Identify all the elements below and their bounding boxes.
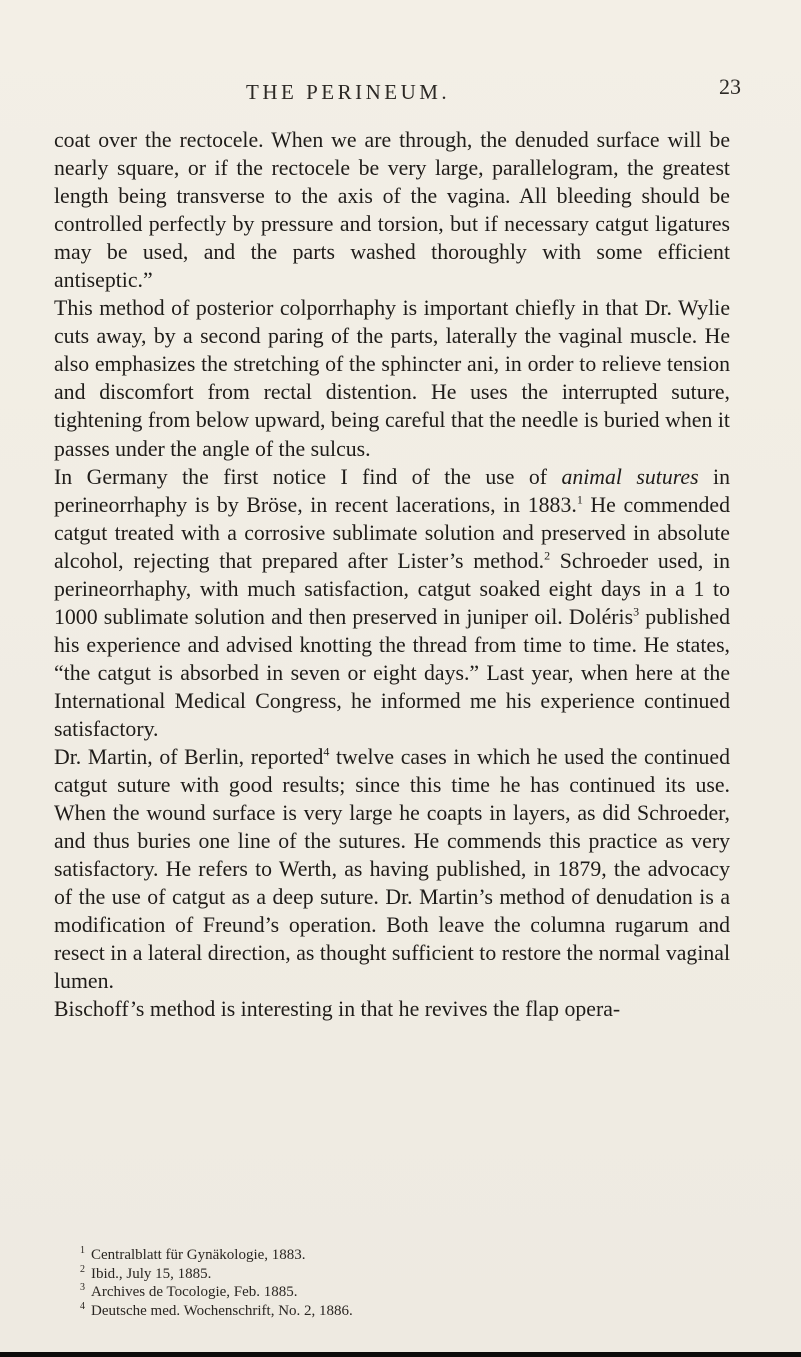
body-text — [54, 126, 730, 1024]
footnote-text: Archives de Tocologie, Feb. 1885. — [91, 1284, 298, 1300]
footnote-reference: 3 — [633, 604, 640, 619]
footnote-reference: 1 — [576, 492, 583, 507]
footnote-text: Ibid., July 15, 1885. — [91, 1265, 212, 1282]
paragraph-text: In Germany the first notice I find of the use of — [54, 464, 562, 489]
footnote-text: Deutsche med. Wochenschrift, No. 2, 1886. — [91, 1302, 353, 1319]
italic-text: animal sutures — [561, 464, 699, 489]
footnote — [80, 1302, 720, 1321]
paragraph-text: in perineorrhaphy is by Bröse, in recent lacerations, in 1883. — [54, 464, 730, 517]
paragraph-text: Bischoff’s method is interesting in that he revives the flap opera- — [54, 997, 621, 1022]
footnote-mark: 1 — [80, 1245, 85, 1256]
footnote — [80, 1265, 720, 1284]
paragraph-text: Schroeder used, in perineorrhaphy, with much satisfaction, catgut soaked eight days in a 1 to 1000 sublimate solution and then preserved in juniper oil. Doléris — [54, 548, 730, 629]
footnote-reference: 4 — [323, 744, 330, 759]
running-head-title: THE PERINEUM. — [246, 80, 451, 104]
paragraph — [54, 463, 730, 743]
paragraph-text: Dr. Martin, of Berlin, reported — [54, 745, 324, 770]
paragraph-text: coat over the rectocele. When we are through, the denuded surface will be nearly square, or if the rectocele be very large, parallelogram, the greatest length being transverse to the axis of the vagina. All bleeding should be controlled perfectly by pressure and torsion, but if necessary catgut ligatures may be used, and the parts washed thoroughly with some efficient antiseptic.” — [54, 128, 730, 293]
footnote-reference: 2 — [544, 548, 551, 563]
footnote — [80, 1283, 720, 1302]
footnote-text: Centralblatt für Gynäkologie, 1883. — [91, 1247, 306, 1263]
footnote-mark: 2 — [80, 1263, 85, 1275]
paragraph-text: twelve cases in which he used the continued catgut suture with good results; since this time he has continued its use. When the wound surface is very large he coapts in layers, as did Schroeder, and thus buries one line of the sutures. He commends this practice as very satisfactory. He refers to Werth, as having published, in 1879, the advocacy of the use of catgut as a deep suture. Dr. Martin’s method of denudation is a modification of Freund’s operation. Both leave the columna rugarum and resect in a lateral direction, as thought sufficient to restore the normal vaginal lumen. — [54, 745, 730, 994]
paragraph-text: He commended catgut treated with a corrosive sublimate solution and preserved in absolute alcohol, rejecting that prepared after Lister’s method. — [54, 492, 730, 573]
footnotes — [80, 1246, 720, 1320]
bottom-border — [0, 1352, 801, 1357]
paragraph — [54, 995, 730, 1023]
running-head — [0, 74, 801, 120]
paragraph — [54, 126, 730, 294]
footnote — [80, 1246, 720, 1265]
paragraph-text: published his experience and advised knotting the thread from time to time. He states, “the catgut is absorbed in seven or eight days.” Last year, when here at the International Medical Congress, he informed me his experience continued satisfactory. — [54, 604, 730, 741]
paragraph-text: This method of posterior colporrhaphy is important chiefly in that Dr. Wylie cuts away, by a second paring of the parts, laterally the vaginal muscle. He also emphasizes the stretching of the sphincter ani, in order to relieve tension and discomfort from rectal distention. He uses the interrupted suture, tightening from below upward, being careful that the needle is buried when it passes under the angle of the sulcus. — [54, 296, 730, 461]
footnote-mark: 4 — [80, 1300, 85, 1312]
page-number: 23 — [719, 74, 741, 99]
footnote-mark: 3 — [80, 1282, 85, 1293]
paragraph — [54, 743, 730, 995]
paragraph — [54, 294, 730, 462]
